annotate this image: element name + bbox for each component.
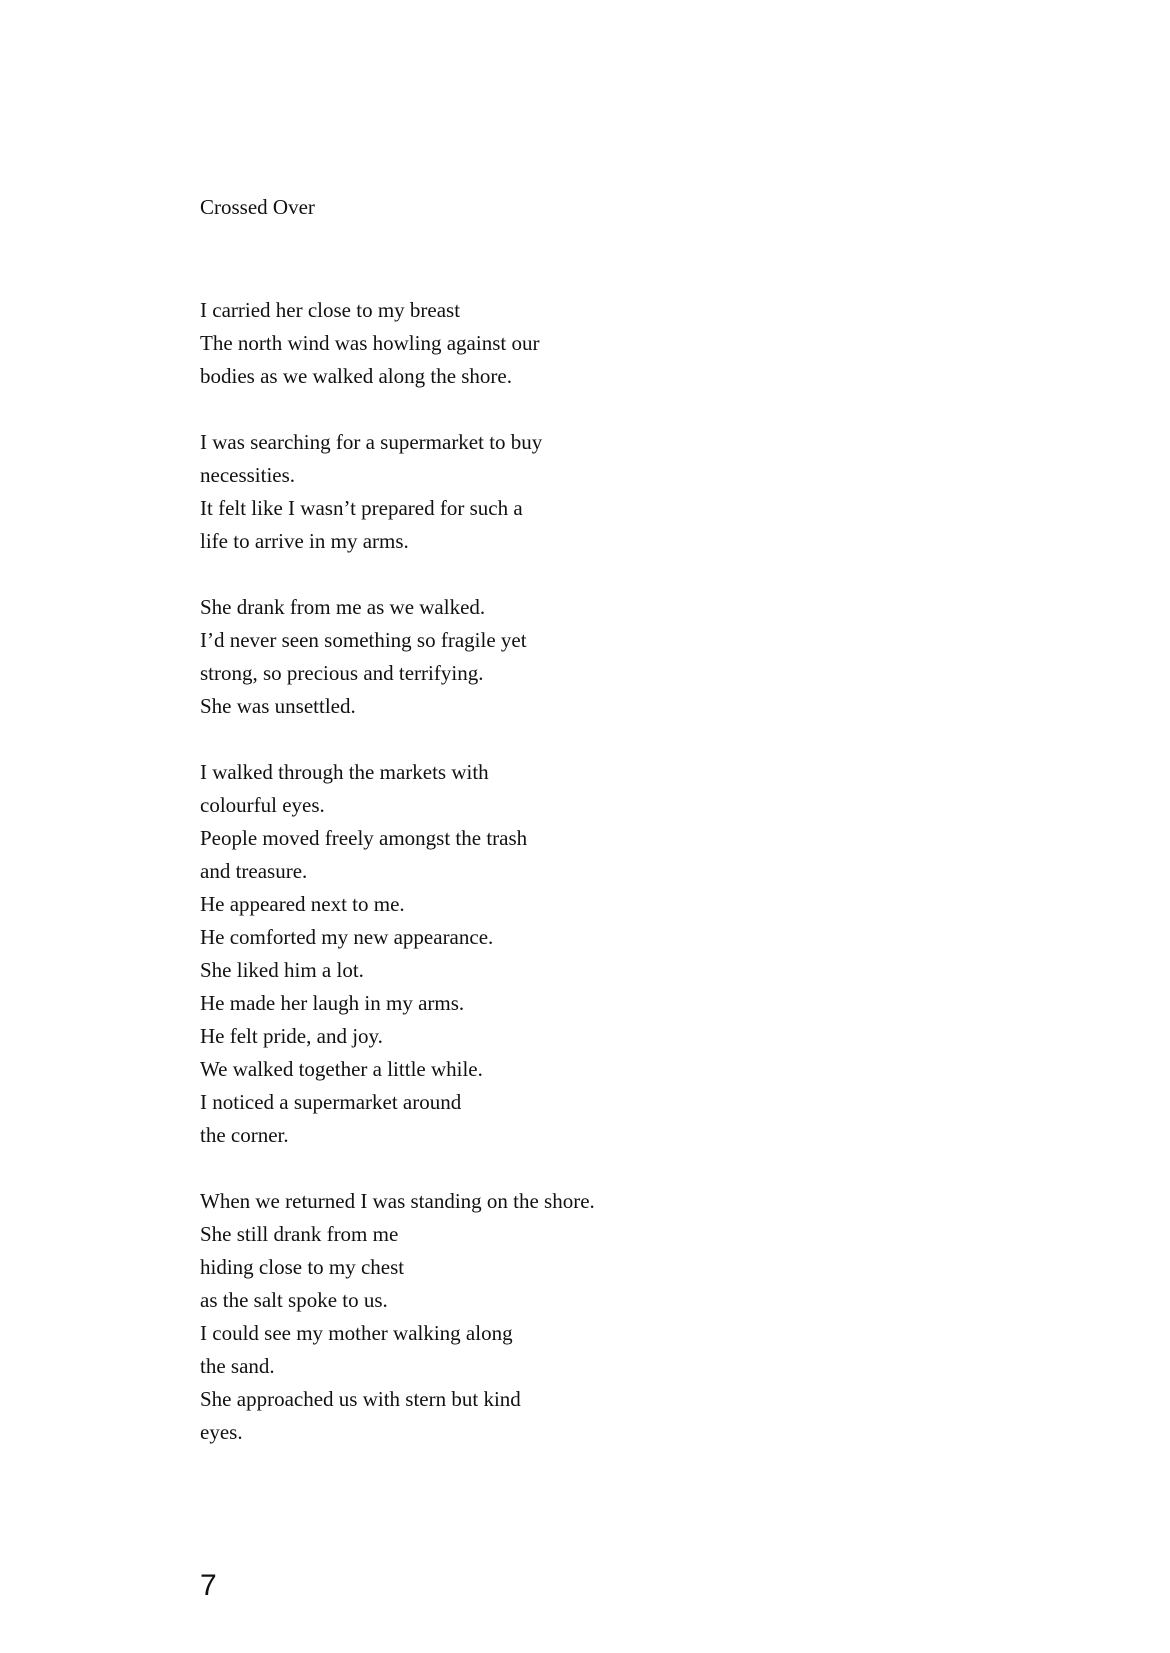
poem-line: bodies as we walked along the shore. — [200, 364, 512, 388]
poem-body — [200, 294, 960, 1482]
poem-line: She drank from me as we walked. — [200, 595, 486, 619]
poem-line: When we returned I was standing on the shore. — [200, 1189, 595, 1213]
poem-line: I carried her close to my breast — [200, 298, 461, 322]
poem-line: He appeared next to me. — [200, 892, 405, 916]
stanza — [200, 756, 960, 1152]
poem-line: eyes. — [200, 1420, 243, 1444]
poem-line: I was searching for a supermarket to buy — [200, 430, 543, 454]
poem-line: People moved freely amongst the trash — [200, 826, 528, 850]
poem-line: the sand. — [200, 1354, 275, 1378]
poem-line: hiding close to my chest — [200, 1255, 405, 1279]
page-number: 7 — [200, 1569, 217, 1602]
poem-line: She was unsettled. — [200, 694, 356, 718]
stanza — [200, 426, 960, 558]
poem-line: She liked him a lot. — [200, 958, 364, 982]
stanza — [200, 591, 960, 723]
poem-line: He made her laugh in my arms. — [200, 991, 465, 1015]
poem-line: She still drank from me — [200, 1222, 399, 1246]
poem-line: I noticed a supermarket around — [200, 1090, 462, 1114]
poem-line: I walked through the markets with — [200, 760, 489, 784]
stanza — [200, 294, 960, 393]
poem-line: I’d never seen something so fragile yet — [200, 628, 527, 652]
poem-line: life to arrive in my arms. — [200, 529, 409, 553]
poem-line: necessities. — [200, 463, 296, 487]
poem-line: The north wind was howling against our — [200, 331, 540, 355]
poem-line: He comforted my new appearance. — [200, 925, 494, 949]
poem-line: and treasure. — [200, 859, 308, 883]
poem-line: as the salt spoke to us. — [200, 1288, 388, 1312]
poem-line: strong, so precious and terrifying. — [200, 661, 484, 685]
poem-line: He felt pride, and joy. — [200, 1024, 383, 1048]
poem-line: I could see my mother walking along — [200, 1321, 513, 1345]
poem-line: colourful eyes. — [200, 793, 325, 817]
stanza — [200, 1185, 960, 1449]
poem-line: It felt like I wasn’t prepared for such a — [200, 496, 523, 520]
poem-line: We walked together a little while. — [200, 1057, 483, 1081]
poem-line: She approached us with stern but kind — [200, 1387, 521, 1411]
poem-title: Crossed Over — [200, 195, 315, 219]
poem-line: the corner. — [200, 1123, 289, 1147]
